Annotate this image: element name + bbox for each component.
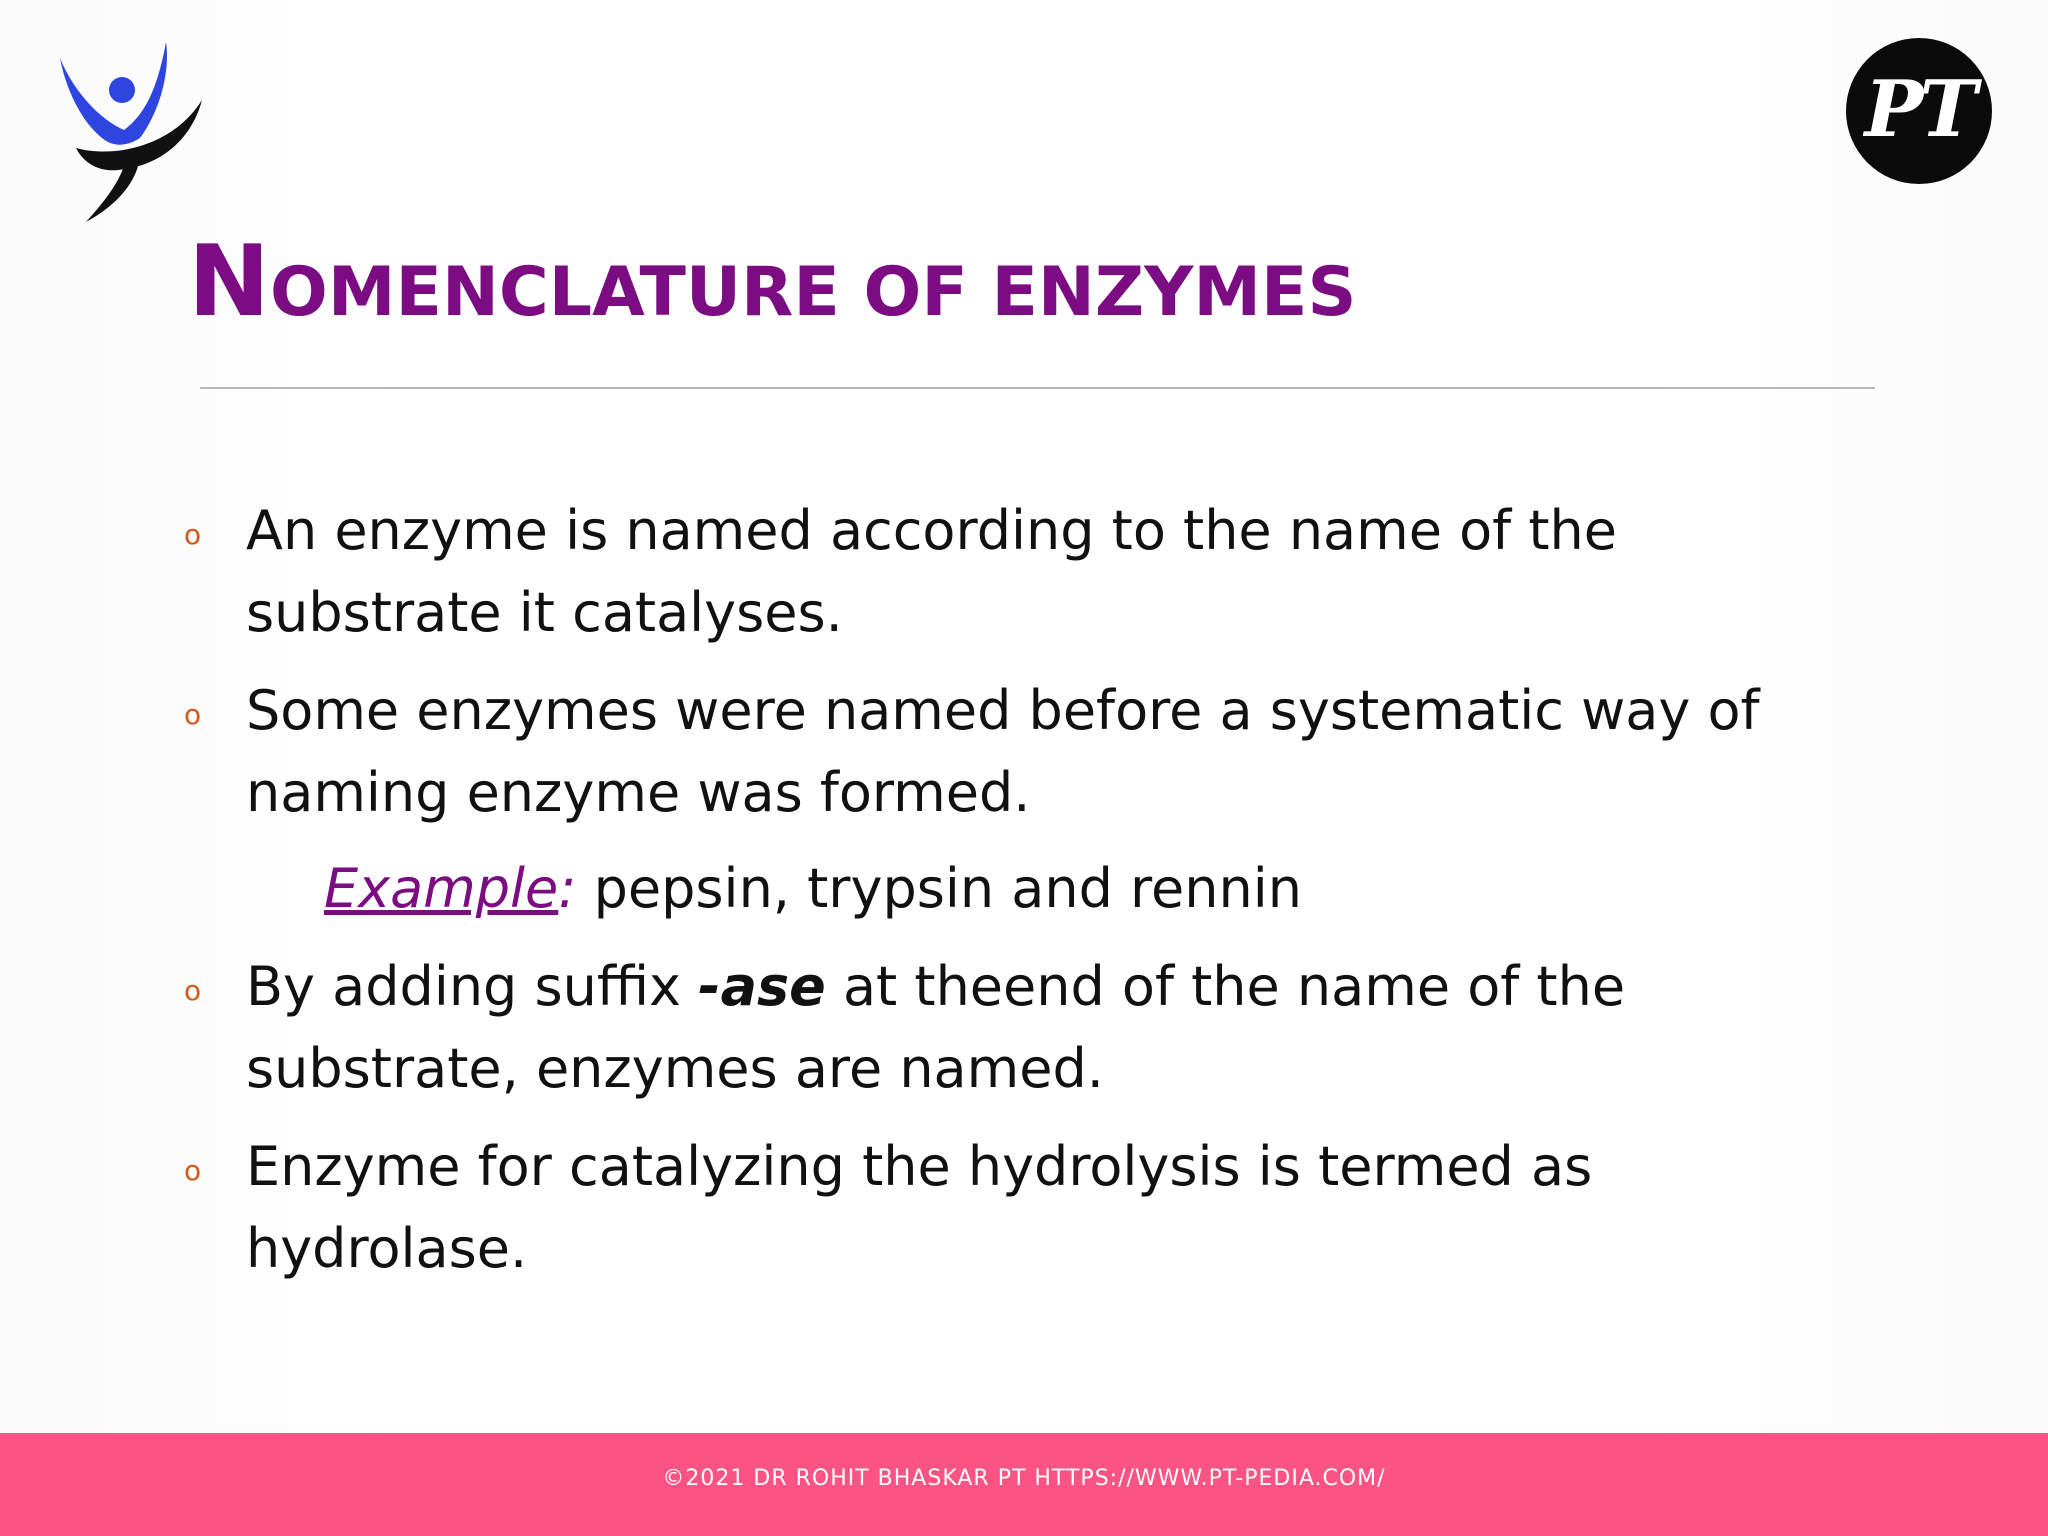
bullet-item xyxy=(184,490,1884,654)
bullet-item xyxy=(184,946,1884,1110)
suffix-emphasis: -ase xyxy=(698,955,826,1018)
bullet-marker-icon: o xyxy=(184,518,202,551)
bullet-text: hydrolase. xyxy=(246,1217,528,1280)
example-colon: : xyxy=(558,857,577,920)
bullet-item xyxy=(184,1126,1884,1290)
bullet-text: substrate, enzymes are named. xyxy=(246,1037,1104,1100)
bullet-text: substrate it catalyses. xyxy=(246,581,843,644)
figure-logo-icon xyxy=(52,38,212,222)
slide-title xyxy=(188,225,1356,339)
bullet-text: naming enzyme was formed. xyxy=(246,761,1031,824)
title-rest: OMENCLATURE OF ENZYMES xyxy=(270,253,1357,332)
pt-logo-text: PT xyxy=(1864,63,1974,155)
bullet-marker-icon: o xyxy=(184,974,202,1007)
bullet-text: Some enzymes were named before a systematic way of xyxy=(246,679,1760,742)
example-line xyxy=(324,848,1302,930)
bullet-text: at theend of the name of the xyxy=(825,955,1626,1018)
footer-text: ©2021 DR ROHIT BHASKAR PT HTTPS://WWW.PT-PEDIA.COM/ xyxy=(662,1466,1386,1491)
example-text: pepsin, trypsin and rennin xyxy=(576,857,1302,920)
title-divider xyxy=(200,387,1875,389)
bullet-marker-icon: o xyxy=(184,698,202,731)
title-initial: N xyxy=(188,225,271,339)
bullet-text: By adding suffix xyxy=(246,955,699,1018)
bullet-text: Enzyme for catalyzing the hydrolysis is termed as xyxy=(246,1135,1593,1198)
bullet-marker-icon: o xyxy=(184,1154,202,1187)
bullet-text: An enzyme is named according to the name of the xyxy=(246,499,1617,562)
example-label: Example xyxy=(324,857,559,920)
bullet-item xyxy=(184,670,1884,834)
pt-logo-icon xyxy=(1846,38,1992,184)
footer-bar xyxy=(0,1433,2048,1536)
